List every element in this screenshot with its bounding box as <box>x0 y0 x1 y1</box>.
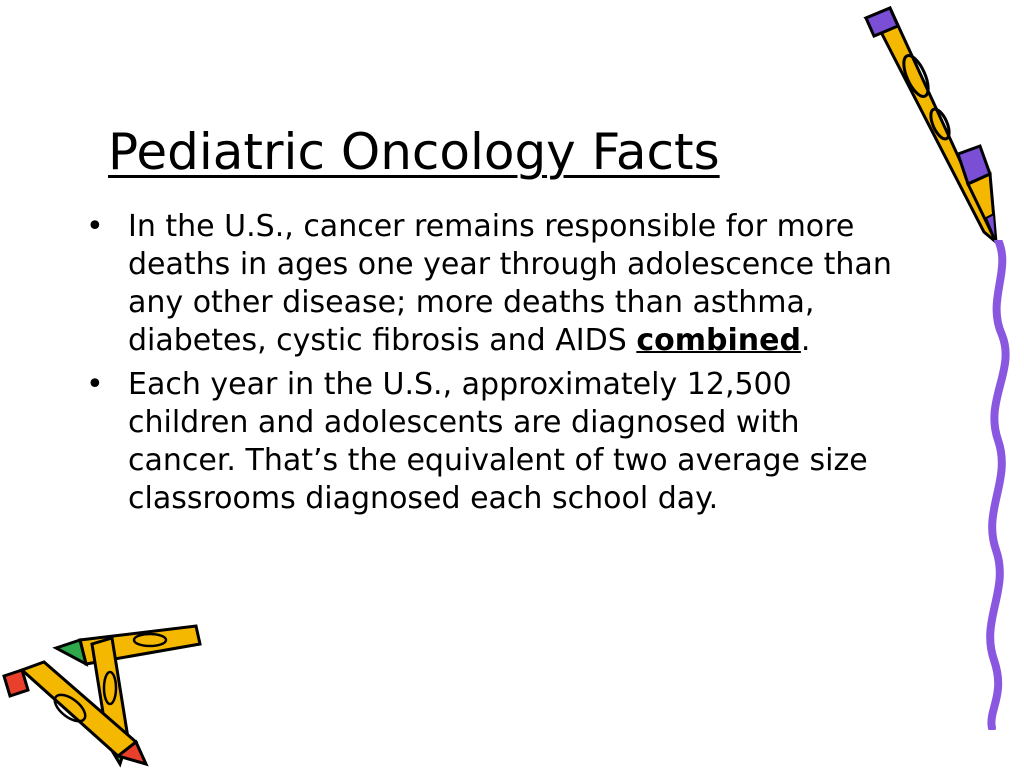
emphasis-text: combined <box>636 323 801 358</box>
bullet-item <box>86 366 916 518</box>
bullet-text <box>128 208 916 360</box>
bullet-item <box>86 208 916 360</box>
bullet-list <box>86 208 916 524</box>
bullet-text-end: . <box>800 323 811 358</box>
page-title: Pediatric Oncology Facts <box>108 123 720 181</box>
bullet-dot-icon: • <box>86 209 104 244</box>
bullet-dot-icon: • <box>86 367 104 402</box>
crayons-icon <box>0 618 210 768</box>
bullet-text-main: In the U.S., cancer remains responsible for more deaths in ages one year through adolescence than any other disease; more deaths than asthma, diabetes, cystic fibrosis and AIDS <box>128 209 892 358</box>
squiggle-line-icon <box>968 240 1024 730</box>
bullet-text: Each year in the U.S., approximately 12,500 children and adolescents are diagnosed with cancer. That’s the equivalent of two average size classrooms diagnosed each school day. <box>128 367 868 516</box>
